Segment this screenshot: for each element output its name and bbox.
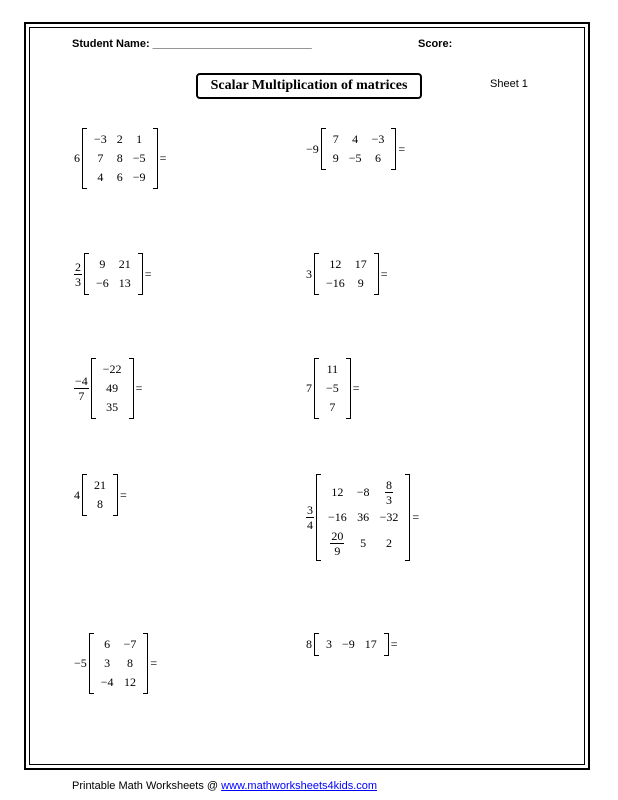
matrix-cell: 9	[357, 276, 364, 290]
matrix-cell: −16	[326, 276, 345, 290]
matrix	[314, 358, 351, 419]
scalar: 8	[306, 637, 312, 651]
problem-3	[74, 253, 152, 295]
matrix-cell: 9	[332, 151, 339, 165]
footer-link[interactable]: www.mathworksheets4kids.com	[221, 780, 378, 792]
matrix-cell: −6	[96, 276, 109, 290]
scalar-fraction	[74, 374, 89, 403]
matrix-cell: 5	[360, 535, 367, 550]
equals-sign: =	[150, 656, 158, 670]
problem-7	[74, 474, 127, 516]
fraction-numerator: 8	[385, 477, 392, 492]
matrix-cell: 6	[104, 637, 111, 651]
scalar-fraction	[74, 260, 82, 289]
matrix-cell: −3	[371, 132, 385, 146]
matrix	[89, 633, 149, 694]
matrix-cell: −8	[356, 484, 370, 499]
problem-8	[306, 474, 419, 561]
matrix-cell: −16	[328, 510, 347, 524]
matrix-cell: 8	[116, 151, 123, 165]
footer	[72, 780, 377, 792]
problem-6	[306, 358, 360, 419]
matrix-cell: −3	[94, 132, 107, 146]
matrix	[91, 358, 134, 419]
matrix-cell: −5	[348, 151, 362, 165]
equals-sign: =	[352, 381, 360, 395]
matrix-cell: −5	[326, 381, 339, 395]
equals-sign: =	[120, 487, 127, 502]
equals-sign: =	[380, 266, 388, 281]
problem-10	[306, 633, 398, 656]
equals-sign: =	[159, 151, 167, 165]
matrix-cell: 8	[97, 497, 103, 511]
matrix-cell: 12	[331, 484, 344, 499]
problem-4	[306, 253, 388, 295]
matrix-cell: −7	[123, 637, 137, 651]
matrix-cell	[323, 527, 352, 559]
matrix-cell: 2	[385, 535, 392, 550]
problem-9	[74, 633, 157, 694]
scalar: 6	[74, 151, 80, 165]
matrix-cell: 3	[104, 656, 111, 670]
problem-1	[74, 128, 166, 189]
fraction-denominator: 3	[75, 274, 81, 289]
equals-sign: =	[135, 381, 143, 395]
matrix-cell: 9	[99, 257, 106, 271]
footer-text: Printable Math Worksheets @	[72, 780, 222, 792]
matrix	[84, 253, 143, 295]
matrix-cell: −4	[100, 675, 114, 689]
matrix-cell: 4	[97, 170, 104, 184]
equals-sign: =	[412, 510, 420, 524]
matrix-cell: 4	[352, 132, 359, 146]
scalar: 7	[306, 381, 312, 395]
matrix-cell: 35	[106, 400, 119, 414]
matrix-cell: 13	[118, 276, 131, 290]
matrix-cell: −5	[132, 151, 146, 165]
scalar: −5	[74, 656, 87, 670]
sheet-label: Sheet 1	[490, 78, 528, 90]
matrix-cell: 12	[329, 257, 342, 271]
matrix-cell: 6	[374, 151, 381, 165]
matrix-cell: −32	[379, 510, 399, 524]
matrix-cell: −9	[342, 637, 355, 651]
matrix-cell: 1	[136, 132, 143, 146]
score-label: Score:	[418, 38, 453, 50]
matrix-cell: 12	[123, 675, 136, 689]
matrix-cell: −22	[102, 362, 122, 376]
equals-sign: =	[144, 266, 152, 281]
fraction-denominator: 3	[385, 492, 392, 507]
scalar-fraction	[306, 503, 314, 532]
matrix-cell: 36	[357, 510, 370, 524]
matrix-cell: 3	[326, 637, 332, 651]
matrix-cell: 6	[116, 170, 123, 184]
fraction-numerator: 2	[75, 259, 81, 274]
cell-fraction	[385, 478, 393, 507]
problem-5	[74, 358, 142, 419]
matrix-cell: 7	[97, 151, 104, 165]
problem-2	[306, 128, 405, 170]
matrix-cell: 7	[329, 400, 336, 414]
matrix-cell: 11	[326, 362, 339, 376]
matrix-cell: 17	[364, 637, 377, 651]
matrix	[321, 128, 397, 170]
scalar: 3	[306, 266, 312, 281]
matrix-cell: 7	[332, 132, 339, 146]
matrix-cell: 49	[106, 381, 119, 395]
matrix-cell: 17	[354, 257, 367, 271]
fraction-denominator: 9	[334, 543, 341, 558]
matrix-cell	[375, 476, 404, 508]
matrix-cell: −9	[132, 170, 146, 184]
student-name-label: Student Name: __________________________	[72, 38, 312, 50]
fraction-denominator: 7	[78, 389, 85, 403]
equals-sign: =	[390, 637, 398, 651]
fraction-numerator: −4	[75, 374, 88, 388]
scalar: 4	[74, 487, 80, 502]
matrix	[314, 633, 389, 656]
matrix	[82, 128, 158, 189]
scalar: −9	[306, 141, 319, 156]
fraction-numerator: 20	[331, 528, 344, 543]
matrix-cell: 8	[126, 656, 133, 670]
matrix-cell: 21	[94, 478, 106, 492]
fraction-numerator: 3	[307, 503, 313, 517]
matrix	[314, 253, 379, 295]
matrix-cell: 21	[118, 257, 131, 271]
page-title: Scalar Multiplication of matrices	[196, 73, 422, 99]
equals-sign: =	[398, 141, 406, 156]
cell-fraction	[330, 529, 344, 558]
fraction-denominator: 4	[307, 518, 313, 532]
matrix	[82, 474, 118, 516]
matrix	[316, 474, 410, 561]
matrix-cell: 2	[116, 132, 123, 146]
